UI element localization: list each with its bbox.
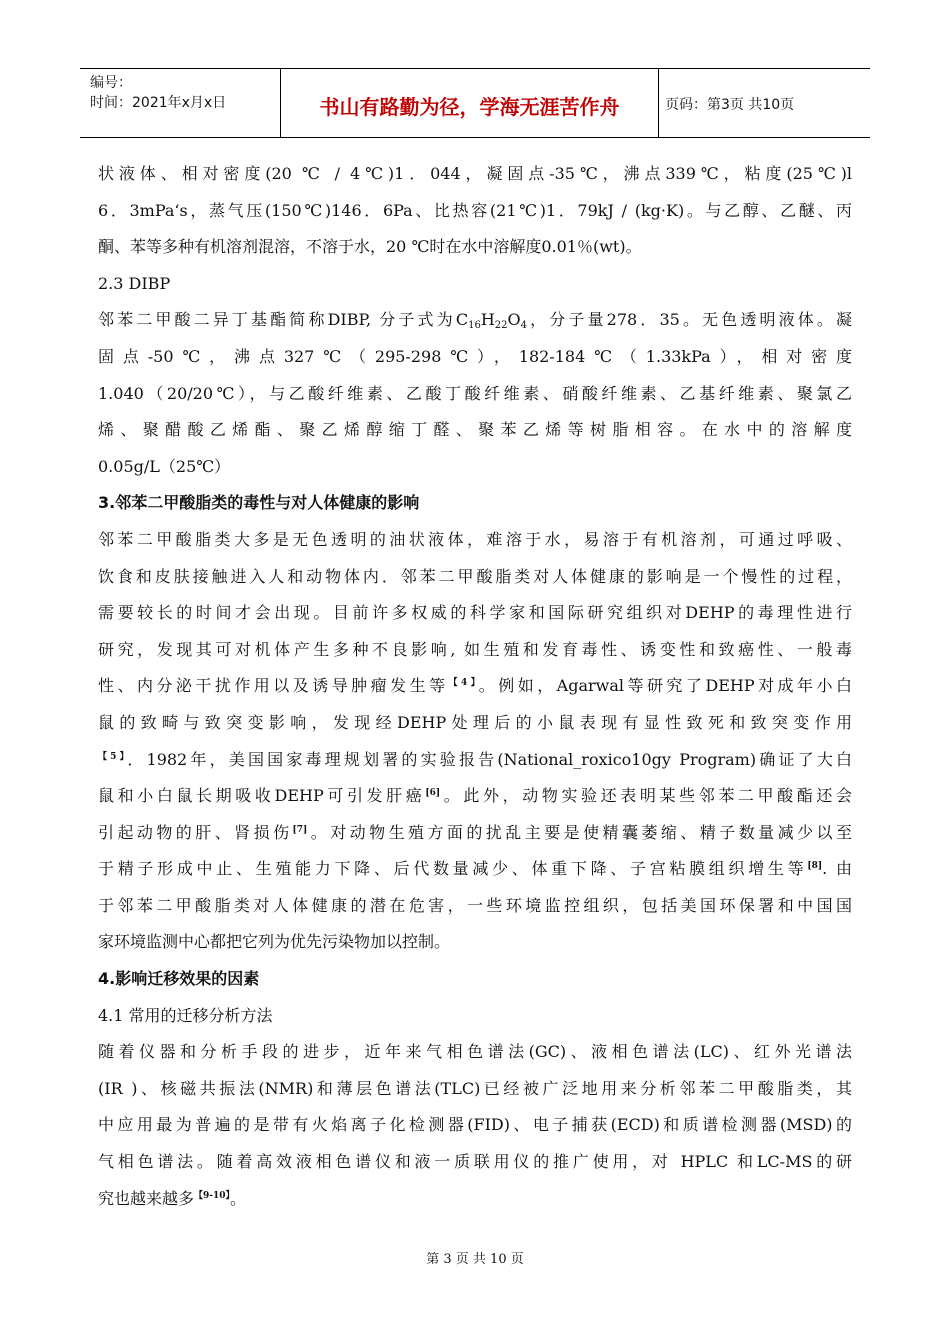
body-line: 邻苯二甲酸脂类大多是无色透明的油状液体，难溶于水，易溶于有机溶剂，可通过呼吸、 bbox=[98, 529, 852, 549]
page-header bbox=[80, 68, 870, 138]
subscript: 4 bbox=[520, 320, 527, 332]
body-line: 于邻苯二甲酸脂类对人体健康的潜在危害，一些环境监控组织，包括美国环保署和中国国 bbox=[98, 895, 852, 915]
body-line: (IR )、核磁共振法(NMR)和薄层色谱法(TLC)已经被广泛地用来分析邻苯二甲酸脂类，其 bbox=[98, 1078, 852, 1098]
citation-ref: [6] bbox=[425, 788, 441, 799]
body-line: 0.05g/L（25℃） bbox=[98, 456, 231, 476]
header-number-label: 编号： bbox=[90, 75, 132, 91]
body-line: 中应用最为普遍的是带有火焰离子化检测器(FID)、电子捕获(ECD)和质谱检测器(MSD)的 bbox=[98, 1115, 852, 1135]
body-line bbox=[98, 815, 852, 852]
section-heading-3: 3.邻苯二甲酸脂类的毒性与对人体健康的影响 bbox=[98, 493, 420, 513]
header-page-cell bbox=[657, 69, 870, 137]
header-meta bbox=[80, 69, 280, 137]
body-line bbox=[98, 742, 852, 779]
subscript: 22 bbox=[494, 320, 508, 332]
body-line: 1.040（20/20℃），与乙酸纤维素、乙酸丁酸纤维素、硝酸纤维素、乙基纤维素、聚氯乙 bbox=[98, 383, 852, 403]
body-line: 酮、苯等多种有机溶剂混溶，不溶于水，20 ℃时在水中溶解度0.01％(wt)。 bbox=[98, 237, 642, 257]
section-heading-4: 4.影响迁移效果的因素 bbox=[98, 969, 260, 989]
citation-ref: 【9-10】 bbox=[194, 1190, 231, 1201]
body-line: 鼠的致畸与致突变影响，发现经DEHP处理后的小鼠表现有显性致死和致突变作用 bbox=[98, 712, 852, 732]
header-time-label: 时间：2021年x月x日 bbox=[90, 95, 227, 111]
body-text: 性、内分泌干扰作用以及诱导肿瘤发生等 bbox=[98, 676, 449, 696]
citation-ref: 【5】 bbox=[98, 751, 128, 762]
body-text: . 由 bbox=[822, 859, 852, 879]
body-text: 引起动物的肝、肾损伤 bbox=[98, 822, 293, 842]
body-line: 烯、聚醋酸乙烯酯、聚乙烯醇缩丁醛、聚苯乙烯等树脂相容。在水中的溶解度 bbox=[98, 420, 852, 440]
body-line: 气相色谱法。随着高效液相色谱仪和液一质联用仪的推广使用，对 HPLC 和LC-MS的研 bbox=[98, 1152, 852, 1172]
citation-ref: [7] bbox=[292, 824, 308, 835]
body-text: 。对动物生殖方面的扰乱主要是使精囊萎缩、精子数量减少以至 bbox=[307, 822, 852, 842]
body-text: 。例如，Agarwal等研究了DEHP对成年小白 bbox=[478, 676, 852, 696]
citation-ref: [8] bbox=[807, 861, 823, 872]
body-line: 6．3mPa‘s，蒸气压(150℃)146．6Pa、比热容(21℃)1．79kJ / (kg·K)。与乙醇、乙醚、丙 bbox=[98, 200, 852, 220]
body-text: H bbox=[480, 310, 495, 330]
body-line: 饮食和皮肤接触进入人和动物体内．邻苯二甲酸脂类对人体健康的影响是一个慢性的过程， bbox=[98, 566, 852, 586]
body-text: 。 bbox=[230, 1188, 247, 1208]
body-line: 家环境监测中心都把它列为优先污染物加以控制。 bbox=[98, 932, 451, 952]
body-line bbox=[98, 668, 852, 705]
body-line bbox=[98, 302, 852, 339]
subscript: 16 bbox=[468, 320, 481, 332]
subsection-heading-2-3: 2.3 DIBP bbox=[98, 273, 171, 293]
citation-ref: 【4】 bbox=[448, 678, 479, 689]
body-text: 于精子形成中止、生殖能力下降、后代数量减少、体重下降、子宫粘膜组织增生等 bbox=[98, 859, 808, 879]
header-motto-cell bbox=[280, 69, 659, 137]
body-text: 究也越来越多 bbox=[98, 1188, 195, 1208]
body-text: O bbox=[507, 310, 521, 330]
body-line bbox=[98, 778, 852, 815]
header-motto: 书山有路勤为径，学海无涯苦作舟 bbox=[319, 95, 620, 119]
body-line: 研究，发现其可对机体产生多种不良影响, 如生殖和发育毒性、诱变性和致癌性、一般毒 bbox=[98, 639, 852, 659]
body-text: 鼠和小白鼠长期吸收DEHP可引发肝癌 bbox=[98, 786, 426, 806]
document-body bbox=[98, 156, 852, 1217]
page-footer: 第 3 页 共 10 页 bbox=[426, 1252, 524, 1267]
body-text: 。此外，动物实验还表明某些邻苯二甲酸酯还会 bbox=[440, 786, 852, 806]
body-line: 状液体、相对密度(20 ℃ / 4℃)1．044，凝固点-35℃，沸点339℃，粘度(25℃)l bbox=[98, 164, 852, 183]
body-text: ，分子量278．35。无色透明液体。凝 bbox=[527, 310, 852, 330]
body-line: 需要较长的时间才会出现。目前许多权威的科学家和国际研究组织对DEHP的毒理性进行 bbox=[98, 603, 852, 623]
body-line bbox=[98, 851, 852, 888]
subsection-heading-4-1: 4.1 常用的迁移分析方法 bbox=[98, 1005, 273, 1025]
body-line: 固点-50℃，沸点327℃（295-298℃），182-184℃（1.33kPa），相对密度 bbox=[98, 346, 852, 366]
body-text: ．1982年，美国国家毒理规划署的实验报告(National_roxico10gy Program)确证了大白 bbox=[127, 749, 853, 769]
header-page-info: 页码：第3页 共10页 bbox=[665, 97, 795, 113]
body-line: 随着仪器和分析手段的进步，近年来气相色谱法(GC)、液相色谱法(LC)、红外光谱法 bbox=[98, 1042, 852, 1062]
body-text: 邻苯二甲酸二异丁基酯简称DIBP, 分子式为C bbox=[98, 310, 469, 330]
body-line bbox=[98, 1181, 852, 1218]
